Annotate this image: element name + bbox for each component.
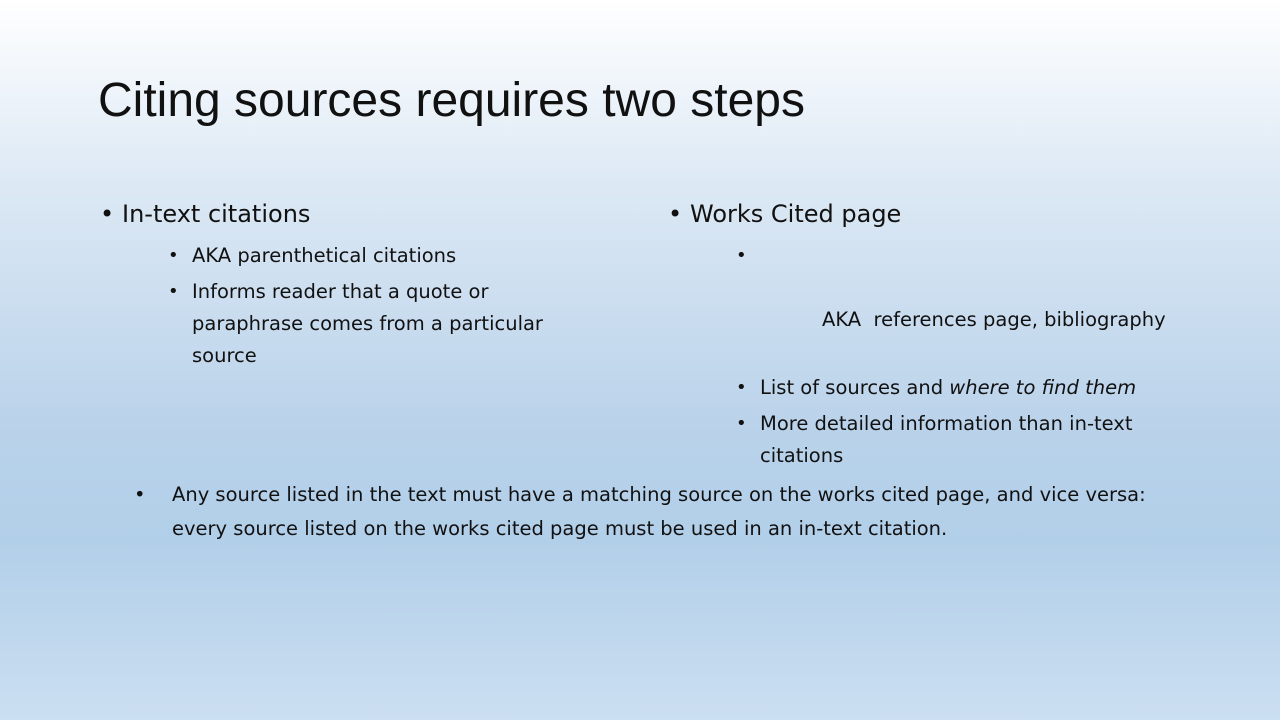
bottom-bullet — [134, 478, 1174, 546]
sub-bullet — [736, 240, 1208, 368]
sub-bullet — [168, 240, 580, 272]
sub-bullet-text: More detailed information than in-text citations — [760, 412, 1133, 467]
bullet-label: Works Cited page — [690, 200, 902, 228]
bullet-dot-icon: • — [134, 483, 146, 506]
sub-bullet-text: Informs reader that a quote or paraphrase comes from a particular source — [192, 280, 543, 367]
slide-title: Citing sources requires two steps — [98, 74, 805, 127]
right-column — [668, 196, 1208, 476]
bottom-note — [134, 478, 1174, 546]
bullet-dot-icon: • — [168, 245, 179, 266]
bullet-in-text-citations — [100, 196, 580, 372]
sub-bullet-italic-text: where to find them — [949, 376, 1137, 399]
bullet-works-cited-page — [668, 196, 1208, 472]
sub-bullet-text: List of sources and — [760, 376, 950, 399]
sub-bullet-text: AKA parenthetical citations — [192, 244, 457, 267]
bullet-dot-icon: • — [100, 200, 115, 228]
sub-bullet — [736, 372, 1200, 404]
bullet-dot-icon: • — [168, 281, 179, 302]
bottom-bullet-text: Any source listed in the text must have a matching source on the works cited page, and vice versa: every source listed on the works cited page must be used in an in-text citation. — [172, 483, 1146, 540]
bullet-dot-icon: • — [736, 377, 747, 398]
left-column — [100, 196, 580, 376]
sub-list — [122, 240, 580, 372]
sub-bullet-text: AKA references page, bibliography — [822, 308, 1166, 331]
bullet-dot-icon: • — [736, 245, 747, 266]
sub-bullet — [736, 408, 1200, 472]
bullet-dot-icon: • — [736, 413, 747, 434]
sub-bullet — [168, 276, 604, 372]
bullet-label: In-text citations — [122, 200, 311, 228]
sub-list — [690, 240, 1208, 472]
bullet-dot-icon: • — [668, 200, 683, 228]
